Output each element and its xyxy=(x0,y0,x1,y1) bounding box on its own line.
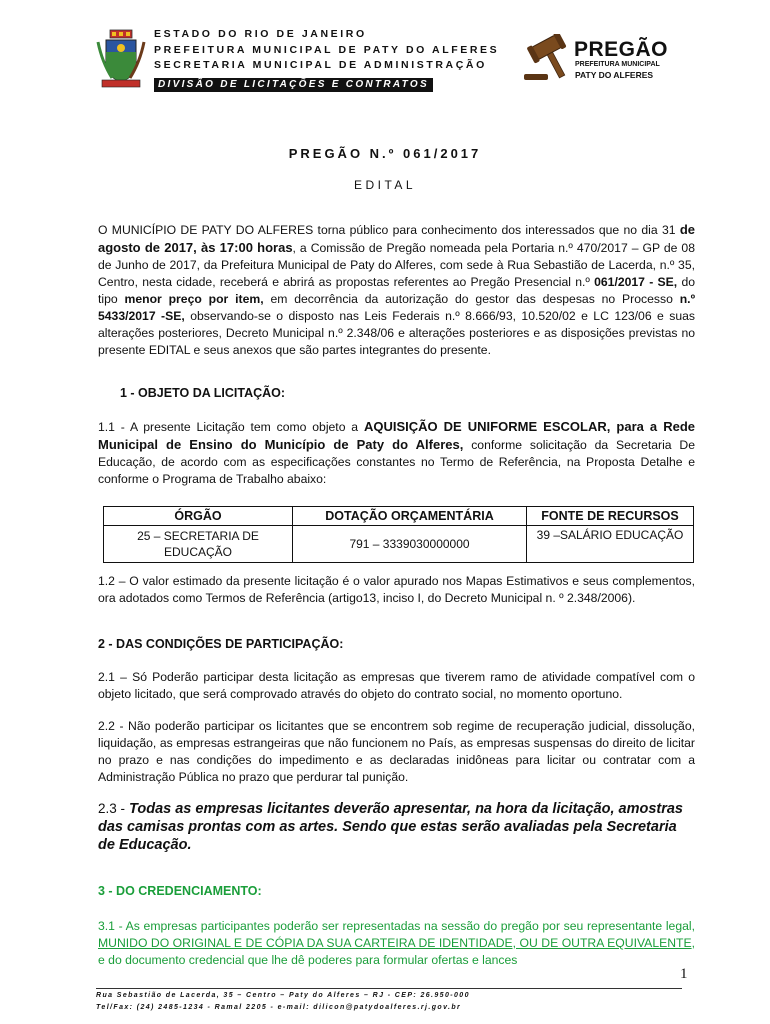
object-description: AQUISIÇÃO DE UNIFORME ESCOLAR, para a Rede Municipal de Ensino do Município de Paty do Alferes, xyxy=(98,419,695,452)
logo-subtitle: PREFEITURA MUNICIPAL xyxy=(575,61,660,68)
intro-text: do tipo xyxy=(98,275,696,306)
intro-text: O MUNICÍPIO DE PATY DO ALFERES torna público para conhecimento dos interessados que no dia 31 xyxy=(98,223,676,237)
section-2-heading: 2 - DAS CONDIÇÕES DE PARTICIPAÇÃO: xyxy=(98,637,344,651)
table-cell: 25 – SECRETARIA DE EDUCAÇÃO xyxy=(104,526,293,563)
table-cell: 39 –SALÁRIO EDUCAÇÃO xyxy=(527,526,694,563)
secretariat-name: SECRETARIA MUNICIPAL DE ADMINISTRAÇÃO xyxy=(154,59,487,71)
section-3-heading: 3 - DO CREDENCIAMENTO: xyxy=(98,884,262,898)
intro-type: menor preço por item, xyxy=(124,292,264,306)
intro-process-number: n.º 5433/2017 -SE, xyxy=(98,292,696,323)
identity-requirement: MUNIDO DO ORIGINAL E DE CÓPIA DA SUA CARTEIRA DE IDENTIDADE, OU DE OUTRA EQUIVALENTE xyxy=(98,936,692,950)
table-header: FONTE DE RECURSOS xyxy=(527,507,694,526)
municipal-crest-icon xyxy=(96,28,146,90)
intro-paragraph xyxy=(98,221,695,359)
intro-date: de agosto de 2017, às 17:00 horas xyxy=(98,222,695,255)
document-subtitle: EDITAL xyxy=(353,178,417,192)
intro-text: em decorrência da autorização do gestor das despesas no Processo xyxy=(270,292,673,306)
paragraph-1-2: 1.2 – O valor estimado da presente licitação é o valor apurado nos Mapas Estimativos e seus complementos, ora adotados como Termos de Referência (artigo13, inciso I, do Decreto Municipal n. º 2.348/2006). xyxy=(98,574,695,605)
page-number: 1 xyxy=(680,966,688,982)
pregao-logo xyxy=(522,30,672,86)
prefecture-name: PREFEITURA MUNICIPAL DE PATY DO ALFERES xyxy=(154,43,500,56)
logo-word: PREGÃO xyxy=(574,38,669,61)
table-header: ÓRGÃO xyxy=(104,507,293,526)
paragraph-2-3 xyxy=(98,800,695,854)
paragraph-3-1 xyxy=(98,918,695,969)
paragraph-2-2: 2.2 - Não poderão participar os licitantes que se encontrem sob regime de recuperação judicial, dissolução, liquidação, as empresas estrangeiras que não funcionem no País, as empresas suspensas do direito de licitar no prazo e nas condições do impedimento e as declaradas inidôneas para licitar ou contratar com a Administração Pública no prazo que perdurar tal punição. xyxy=(98,719,695,784)
paragraph-text: conforme solicitação da Secretaria De Educação, de acordo com as especificações constantes no Termo de Referência, na Proposta Detalhe e conforme o Programa de Trabalho abaixo: xyxy=(98,438,696,486)
table-header: DOTAÇÃO ORÇAMENTÁRIA xyxy=(293,507,527,526)
state-name: ESTADO DO RIO DE JANEIRO xyxy=(154,28,367,40)
paragraph-text: 1.1 - A presente Licitação tem como objeto a xyxy=(98,420,359,434)
table-header-row xyxy=(104,507,694,526)
intro-text: , a Comissão de Pregão nomeada pela Portaria n.º 470/2017 – GP de 08 de Junho de 2017, da Prefeitura Municipal de Paty do Alferes, com sede à Rua Sebastião de Lacerda, n.º 35, Centro, nesta cidade, receberá e abrirá as propostas referentes ao Pregão Presencial n.º xyxy=(98,241,695,289)
logo-city: PATY DO ALFERES xyxy=(575,70,654,80)
paragraph-1-1 xyxy=(98,418,695,488)
header-text xyxy=(154,27,500,92)
footer-address: Rua Sebastião de Lacerda, 35 – Centro – Paty do Alferes – RJ - CEP: 26.950-000 xyxy=(96,992,470,999)
document-title: PREGÃO N.º 061/2017 xyxy=(288,146,482,161)
paragraph-2-1: 2.1 – Só Poderão participar desta licitação as empresas que tiverem ramo de atividade compatível com o objeto licitado, que será comprovado através do objeto do contrato social, no momento oportuno. xyxy=(98,670,695,701)
footer-contact: Tel/Fax: (24) 2485-1234 - Ramal 2205 - e-mail: dilicon@patydoalferes.rj.gov.br xyxy=(96,1004,462,1011)
table-row xyxy=(104,526,694,563)
gavel-icon xyxy=(522,34,578,82)
paragraph-text: 3.1 - As empresas participantes poderão ser representadas na sessão do pregão por seu representante legal, xyxy=(98,919,695,933)
division-banner: DIVISÃO DE LICITAÇÕES E CONTRATOS xyxy=(154,78,433,92)
table-cell: 791 – 3339030000000 xyxy=(293,526,527,563)
intro-pregao-number: 061/2017 - SE, xyxy=(594,275,678,289)
samples-requirement: Todas as empresas licitantes deverão apresentar, na hora da licitação, amostras das camisas prontas com as artes. Sendo que estas serão avaliadas pela Secretaria de Educação. xyxy=(98,801,683,853)
intro-text: observando-se o disposto nas Leis Federais n.º 8.666/93, 10.520/02 e LC 123/06 e suas alterações posteriores, Decreto Municipal n.º 2.348/06 e alterações posteriores e as disposições previstas no presente EDITAL e seus anexos que são partes integrantes do presente. xyxy=(98,309,696,357)
paragraph-text: , e do documento credencial que lhe dê poderes para formular ofertas e lances xyxy=(98,936,695,967)
section-1-heading: 1 - OBJETO DA LICITAÇÃO: xyxy=(120,386,286,400)
paragraph-number: 2.3 - xyxy=(98,801,126,816)
footer-divider xyxy=(96,988,682,989)
budget-table xyxy=(103,506,694,563)
